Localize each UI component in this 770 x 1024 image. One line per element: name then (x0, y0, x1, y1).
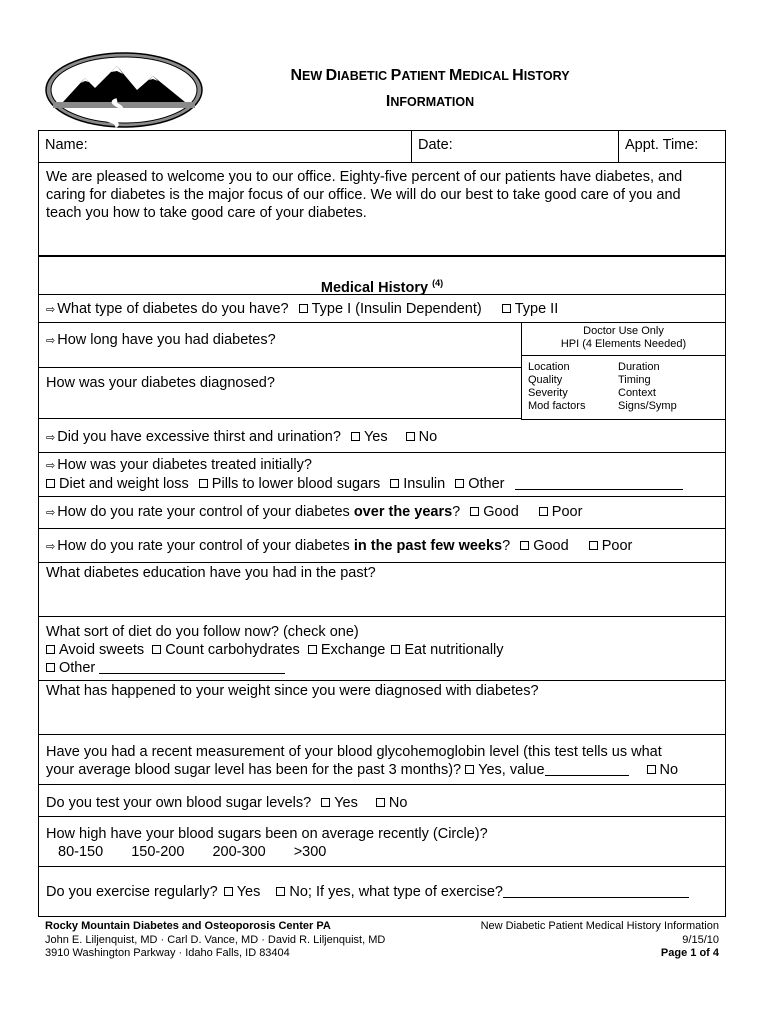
range-option[interactable]: >300 (293, 844, 327, 860)
clinic-logo (45, 52, 203, 128)
exercise-type-line[interactable] (503, 885, 689, 898)
doctor-use-box: Doctor Use Only HPI (4 Elements Needed) Location Duration Quality Timing Severity Context Mod factors Signs/Symp (521, 322, 725, 420)
eat-nutritionally-checkbox[interactable] (391, 645, 400, 654)
document-date: 9/15/10 (682, 933, 719, 946)
appt-time-field[interactable]: Appt. Time: (618, 131, 725, 162)
range-option[interactable]: 80-150 (58, 844, 104, 860)
arrow-icon: ⇨ (46, 507, 56, 519)
weeks-poor-checkbox[interactable] (589, 541, 598, 550)
name-field[interactable]: Name: (45, 137, 88, 153)
other-diet-checkbox[interactable] (46, 663, 55, 672)
avoid-sweets-checkbox[interactable] (46, 645, 55, 654)
arrow-icon: ⇨ (46, 460, 56, 472)
page-number: Page 1 of 4 (660, 947, 719, 959)
thirst-row: ⇨ Did you have excessive thirst and urination? Yes No (39, 419, 725, 453)
diet-checkbox[interactable] (46, 479, 55, 488)
page-title: NEW DIABETIC PATIENT MEDICAL HISTORY INFORMATION (290, 67, 570, 110)
header-row (39, 131, 725, 163)
test-no-checkbox[interactable] (376, 798, 385, 807)
date-field[interactable]: Date: (411, 131, 618, 162)
range-option[interactable]: 200-300 (212, 844, 266, 860)
glyco-yes-checkbox[interactable] (465, 765, 474, 774)
arrow-icon: ⇨ (46, 432, 56, 444)
thirst-no-checkbox[interactable] (406, 432, 415, 441)
other-treatment-checkbox[interactable] (455, 479, 464, 488)
years-poor-checkbox[interactable] (539, 507, 548, 516)
glyco-row: Have you had a recent measurement of your blood glycohemoglobin level (this test tells us what your average blood sugar level has been for the past 3 months)? Yes, value No (39, 735, 725, 785)
control-years-row: ⇨ How do you rate your control of your diabetes over the years? Good Poor (39, 497, 725, 529)
weeks-good-checkbox[interactable] (520, 541, 529, 550)
arrow-icon: ⇨ (46, 335, 56, 347)
other-diet-line[interactable] (99, 661, 285, 674)
glyco-value-line[interactable] (545, 763, 629, 776)
pills-checkbox[interactable] (199, 479, 208, 488)
diagnosis-question[interactable]: How was your diabetes diagnosed? (46, 375, 275, 391)
exchange-checkbox[interactable] (308, 645, 317, 654)
test-yes-checkbox[interactable] (321, 798, 330, 807)
diabetes-type-row: ⇨ What type of diabetes do you have? Type I (Insulin Dependent) Type II (39, 295, 725, 323)
section-heading: Medical History $^{(4)}$ (39, 257, 725, 295)
doctor-names: John E. Liljenquist, MD · Carl D. Vance, MD · David R. Liljenquist, MD (45, 933, 386, 946)
test-sugar-row: Do you test your own blood sugar levels? Yes No (39, 785, 725, 817)
years-good-checkbox[interactable] (470, 507, 479, 516)
address: 3910 Washington Parkway · Idaho Falls, ID 83404 (45, 947, 290, 959)
duration-diagnosis-row (39, 323, 725, 419)
type2-checkbox[interactable] (502, 304, 511, 313)
arrow-icon: ⇨ (46, 541, 56, 553)
welcome-text: We are pleased to welcome you to our office. Eighty-five percent of our patients have diabetes, and caring for diabetes is the major focus of our office. We will do our best to take good care of you and teach you how to take good care of your diabetes. (39, 163, 725, 257)
sugar-levels-row: How high have your blood sugars been on average recently (Circle)? 80-150 150-200 200-300 >300 (39, 817, 725, 867)
range-option[interactable]: 150-200 (131, 844, 185, 860)
weight-row[interactable]: What has happened to your weight since you were diagnosed with diabetes? (39, 681, 725, 735)
thirst-yes-checkbox[interactable] (351, 432, 360, 441)
education-row[interactable]: What diabetes education have you had in the past? (39, 563, 725, 617)
type1-checkbox[interactable] (299, 304, 308, 313)
document-title: New Diabetic Patient Medical History Information (480, 920, 719, 932)
duration-question[interactable]: ⇨ How long have you had diabetes? (46, 332, 276, 348)
diet-row: What sort of diet do you follow now? (check one) Avoid sweets Count carbohydrates Exchange Eat nutritionally Other (39, 617, 725, 681)
exercise-no-checkbox[interactable] (276, 887, 285, 896)
exercise-yes-checkbox[interactable] (224, 887, 233, 896)
exercise-row: Do you exercise regularly? Yes No; If yes, what type of exercise? (39, 867, 725, 917)
other-treatment-line[interactable] (515, 477, 683, 490)
glyco-no-checkbox[interactable] (647, 765, 656, 774)
arrow-icon: ⇨ (46, 304, 56, 316)
history-form (38, 130, 726, 917)
treatment-row: ⇨ How was your diabetes treated initially? Diet and weight loss Pills to lower blood sugars Insulin Other (39, 453, 725, 497)
control-weeks-row: ⇨ How do you rate your control of your diabetes in the past few weeks? Good Poor (39, 529, 725, 563)
count-carbs-checkbox[interactable] (152, 645, 161, 654)
insulin-checkbox[interactable] (390, 479, 399, 488)
org-name: Rocky Mountain Diabetes and Osteoporosis Center PA (45, 920, 331, 932)
